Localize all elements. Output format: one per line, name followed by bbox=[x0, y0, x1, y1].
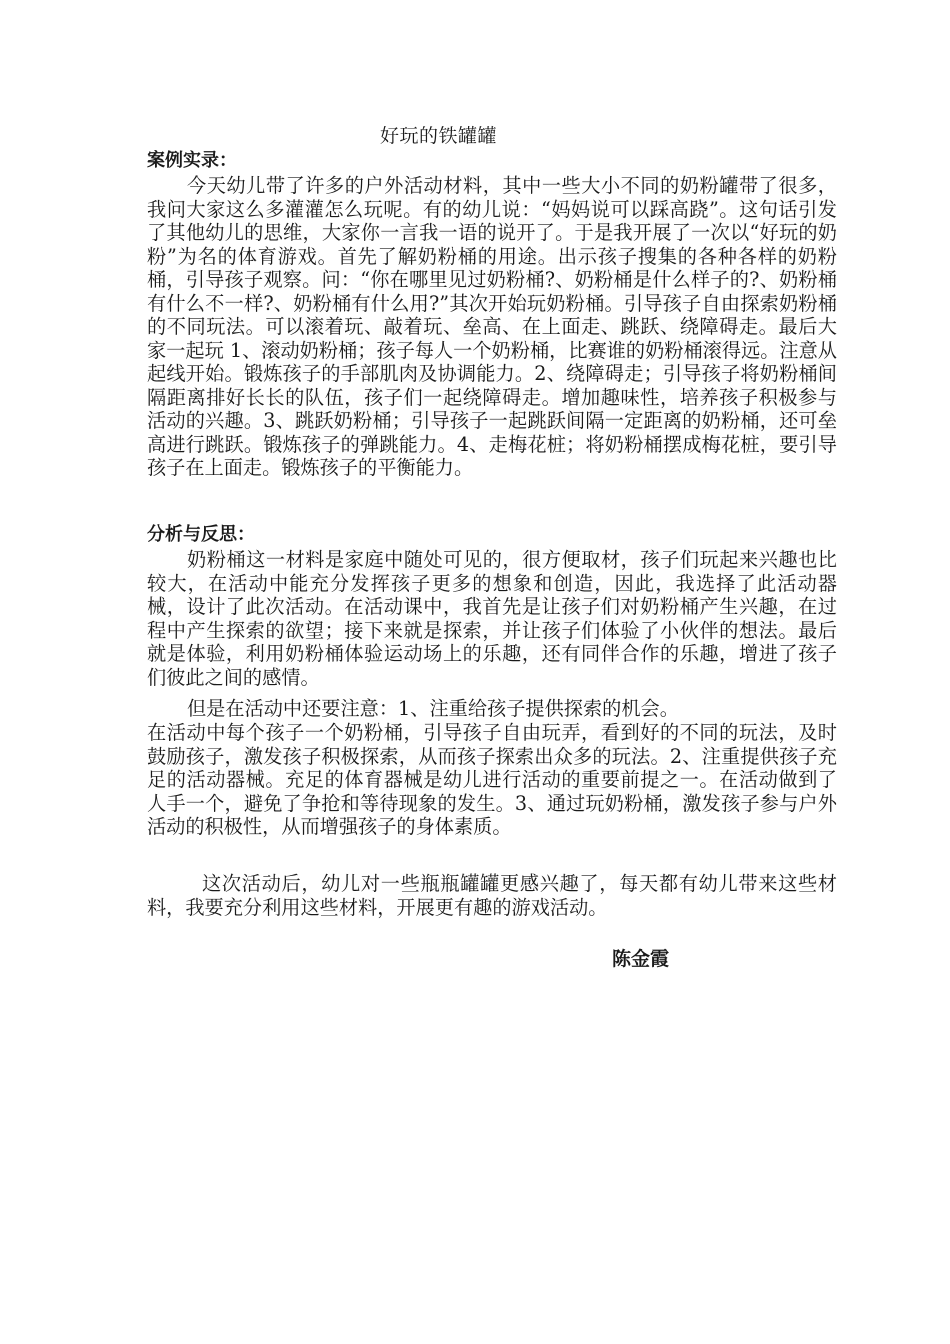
conclusion-paragraph: 这次活动后，幼儿对一些瓶瓶罐罐更感兴趣了，每天都有幼儿带来这些材料，我要充分利用这些材料，开展更有趣的游戏活动。 bbox=[147, 872, 837, 919]
attention-points-intro: 但是在活动中还要注意：1、注重给孩子提供探索的机会。 bbox=[187, 697, 679, 720]
analysis-reflection-heading: 分析与反思： bbox=[147, 524, 255, 545]
author-signature: 陈金霞 bbox=[612, 948, 670, 970]
case-record-heading: 案例实录： bbox=[147, 150, 237, 171]
document-title: 好玩的铁罐罐 bbox=[380, 125, 498, 147]
attention-points-paragraph: 在活动中每个孩子一个奶粉桶，引导孩子自由玩弄，看到好的不同的玩法，及时鼓励孩子，激发孩子积极探索，从而孩子探索出众多的玩法。2、注重提供孩子充足的活动器械。充足的体育器械是幼儿进行活动的重要前提之一。在活动做到了人手一个，避免了争抢和等待现象的发生。3、通过玩奶粉桶，激发孩子参与户外活动的积极性，从而增强孩子的身体素质。 bbox=[147, 721, 837, 838]
analysis-paragraph: 奶粉桶这一材料是家庭中随处可见的，很方便取材，孩子们玩起来兴趣也比较大，在活动中能充分发挥孩子更多的想象和创造，因此，我选择了此活动器械，设计了此次活动。在活动课中，我首先是让孩子们对奶粉桶产生兴趣，在过程中产生探索的欲望；接下来就是探索，并让孩子们体验了小伙伴的想法。最后就是体验，利用奶粉桶体验运动场上的乐趣，还有同伴合作的乐趣，增进了孩子们彼此之间的感情。 bbox=[147, 548, 837, 689]
case-record-paragraph: 今天幼儿带了许多的户外活动材料，其中一些大小不同的奶粉罐带了很多，我问大家这么多灌灌怎么玩呢。有的幼儿说：“妈妈说可以踩高跷”。这句话引发了其他幼儿的思维，大家你一言我一语的说开了。于是我开展了一次以“好玩的奶粉”为名的体育游戏。首先了解奶粉桶的用途。出示孩子搜集的各种各样的奶粉桶，引导孩子观察。问：“你在哪里见过奶粉桶?、奶粉桶是什么样子的?、奶粉桶有什么不一样?、奶粉桶有什么用?”其次开始玩奶粉桶。引导孩子自由探索奶粉桶的不同玩法。可以滚着玩、敲着玩、垒高、在上面走、跳跃、绕障碍走。最后大家一起玩 1、滚动奶粉桶；孩子每人一个奶粉桶，比赛谁的奶粉桶滚得远。注意从起线开始。锻炼孩子的手部肌肉及协调能力。2、绕障碍走；引导孩子将奶粉桶间隔距离排好长长的队伍，孩子们一起绕障碍走。增加趣味性，培养孩子积极参与活动的兴趣。3、跳跃奶粉桶；引导孩子一起跳跃间隔一定距离的奶粉桶，还可垒高进行跳跃。锻炼孩子的弹跳能力。4、走梅花桩；将奶粉桶摆成梅花桩，要引导孩子在上面走。锻炼孩子的平衡能力。 bbox=[147, 174, 837, 479]
